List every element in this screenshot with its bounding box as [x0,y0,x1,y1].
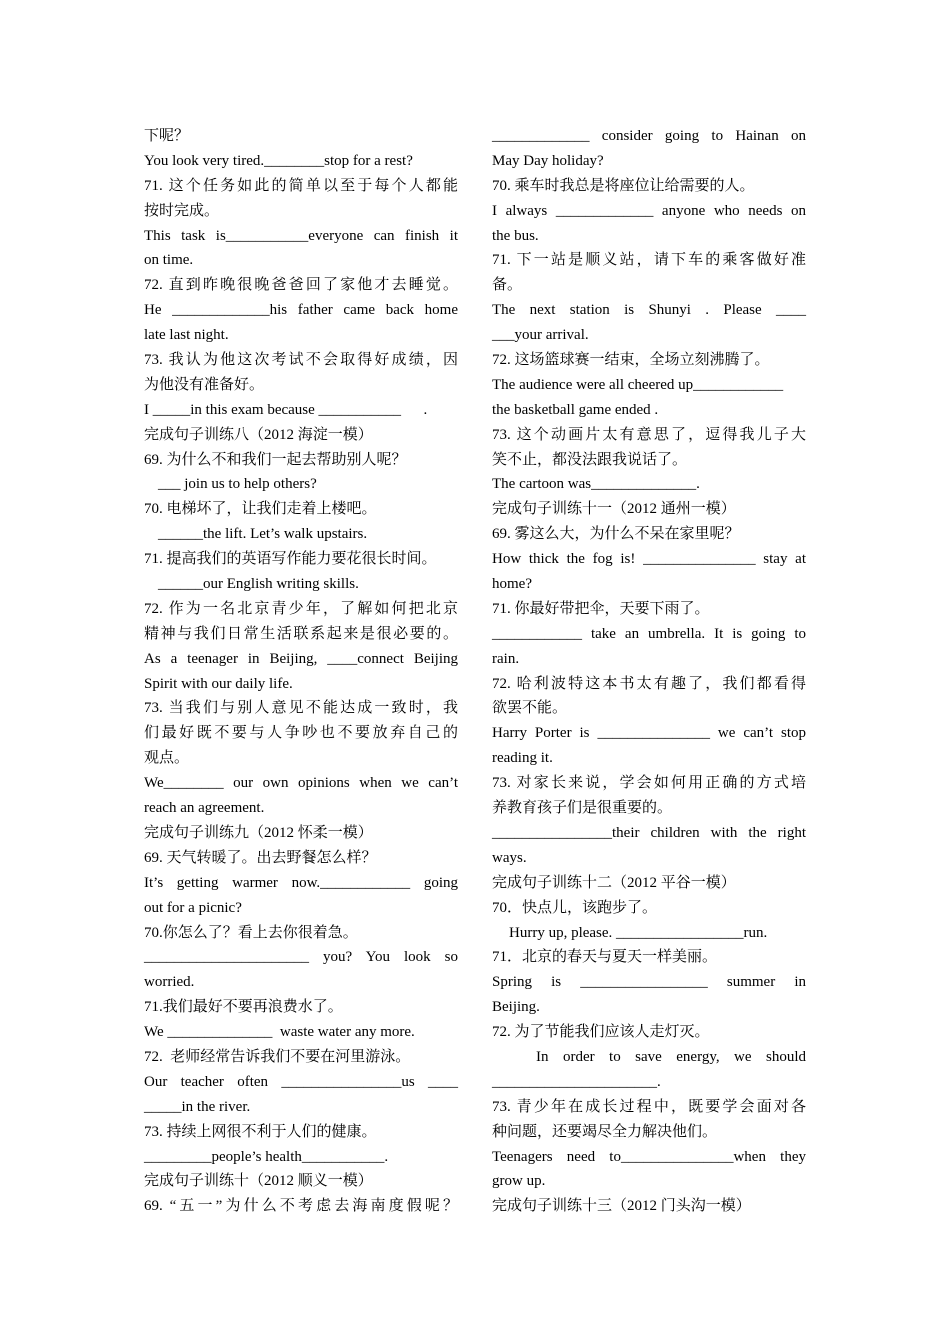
right-column-text-line: 73. 这个动画片太有意思了，逗得我儿子大 [492,426,806,443]
right-column-text-line: 笑不止，都没法跟我说话了。 [492,451,688,468]
left-column-text-line: I _____in this exam because ___________ . [144,401,428,418]
right-column-text-line: 备。 [492,277,523,294]
left-column-text-line: 70.你怎么了？看上去你很着急。 [144,924,358,941]
left-column-text-line: on time. [144,252,194,269]
left-column-text-line: 下呢？ [144,128,190,144]
right-column-text-line: In order to save energy, we should [536,1048,806,1065]
right-column-text-line: 70．快点儿，该跑步了。 [492,899,658,916]
right-column-text-line: home? [492,576,532,593]
left-column-text-line: 73. 我认为他这次考试不会取得好成绩，因 [144,352,458,369]
left-column-text-line: 72. 直到昨晚很晚爸爸回了家他才去睡觉。 [144,277,458,294]
right-column-text-line: reading it. [492,750,553,767]
left-column-text-line: We ______________ waste water any more. [144,1024,415,1041]
left-column-text-line: 71.我们最好不要再浪费水了。 [144,999,343,1016]
right-column-text-line: 完成句子训练十一（2012 通州一模） [492,501,736,518]
left-column-text-line: ___ join us to help others? [158,476,317,493]
left-column-text-line: 为他没有准备好。 [144,376,265,393]
right-column-text-line: Beijing. [492,999,540,1016]
left-column-text-line: This task is___________everyone can finish it [144,227,458,244]
right-column-text-line: 69. 雾这么大，为什么不呆在家里呢？ [492,526,740,543]
right-column-text-line: How thick the fog is! _______________ stay at [492,551,806,568]
left-column-text-line: 70. 电梯坏了，让我们走着上楼吧。 [144,501,377,518]
left-column-text-line: 72. 作为一名北京青少年，了解如何把北京 [144,600,458,617]
left-column-text-line: 们最好既不要与人争吵也不要放弃自己的 [144,725,458,742]
left-column-text-line: You look very tired.________stop for a rest? [144,152,413,169]
left-column-text-line: 按时完成。 [144,202,220,219]
right-column-text-line: 71. 下一站是顺义站，请下车的乘客做好准 [492,252,806,269]
left-column-text-line: 完成句子训练十（2012 顺义一模） [144,1173,373,1190]
left-column-text-line: 精神与我们日常生活联系起来是很必要的。 [144,625,458,642]
left-column-text-line: reach an agreement. [144,800,265,817]
right-column-text-line: 完成句子训练十二（2012 平谷一模） [492,874,736,891]
left-column-text-line: 71. 这个任务如此的简单以至于每个人都能 [144,177,458,194]
left-column-text-line: 完成句子训练九（2012 怀柔一模） [144,824,373,841]
left-column-text-line: late last night. [144,327,229,344]
right-column [492,124,806,1219]
right-column-text-line: May Day holiday? [492,152,604,169]
left-column-text-line: 69. 为什么不和我们一起去帮助别人呢？ [144,451,407,468]
right-column-text-line: The next station is Shunyi . Please ____ [492,302,806,319]
right-column-text-line: 70. 乘车时我总是将座位让给需要的人。 [492,177,755,194]
left-column-text-line: As a teenager in Beijing, ____connect Beijing [144,650,458,667]
left-column-text-line: out for a picnic? [144,899,242,916]
left-column-text-line: Our teacher often ________________us ____ [144,1073,458,1090]
right-column-text-line: 养教育孩子们是很重要的。 [492,800,673,817]
right-column-text-line: ____________ take an umbrella. It is going to [492,625,806,642]
right-column-text-line: 72. 为了节能我们应该人走灯灭。 [492,1024,710,1041]
right-column-text-line: the basketball game ended . [492,401,659,418]
left-column-text-line: 69. “五一”为什么不考虑去海南度假呢？ [144,1198,458,1215]
right-column-text-line: I always _____________ anyone who needs on [492,202,806,219]
right-column-text-line: 72. 这场篮球赛一结束，全场立刻沸腾了。 [492,352,770,369]
right-column-text-line: 73. 青少年在成长过程中，既要学会面对各 [492,1098,806,1115]
left-column-text-line: 71. 提高我们的英语写作能力要花很长时间。 [144,551,437,568]
left-column-text-line: It’s getting warmer now.____________ going [144,874,458,891]
left-column-text-line: _____in the river. [144,1098,251,1115]
right-column-text-line: 完成句子训练十三（2012 门头沟一模） [492,1198,751,1215]
left-column-text-line: He _____________his father came back home [144,302,458,319]
right-column-text-line: 73. 对家长来说，学会如何用正确的方式培 [492,775,806,792]
left-column [144,124,458,1219]
right-column-text-line: 71．北京的春天与夏天一样美丽。 [492,949,718,966]
left-column-text-line: We________ our own opinions when we can’t [144,775,458,792]
left-column-text-line: _________people’s health___________. [144,1148,389,1165]
left-column-text-line: ______the lift. Let’s walk upstairs. [158,526,368,543]
left-column-text-line: worried. [144,974,195,991]
right-column-text-line: The audience were all cheered up____________ [492,376,784,393]
right-column-text-line: 72. 哈利波特这本书太有趣了，我们都看得 [492,675,806,692]
right-column-text-line: ways. [492,849,527,866]
right-column-text-line: Teenagers need to_______________when they [492,1148,806,1165]
right-column-text-line: 种问题，还要竭尽全力解决他们。 [492,1123,718,1140]
right-column-text-line: grow up. [492,1173,546,1190]
right-column-text-line: ___your arrival. [492,327,589,344]
right-column-text-line: Hurry up, please. _________________run. [509,924,768,941]
left-column-text-line: ______our English writing skills. [158,576,359,593]
right-column-text-line: 71. 你最好带把伞，天要下雨了。 [492,600,710,617]
left-column-text-line: 72. 老师经常告诉我们不要在河里游泳。 [144,1048,411,1065]
right-column-text-line: 欲罢不能。 [492,700,568,717]
left-column-text-line: 完成句子训练八（2012 海淀一模） [144,426,373,443]
right-column-text-line: the bus. [492,227,539,244]
left-column-text-line: 73. 持续上网很不利于人们的健康。 [144,1123,377,1140]
left-column-text-line: 73. 当我们与别人意见不能达成一致时，我 [144,700,458,717]
left-column-text-line: ______________________ you? You look so [144,949,458,966]
right-column-text-line: Harry Porter is _______________ we can’t stop [492,725,806,742]
right-column-text-line: ______________________. [492,1073,661,1090]
right-column-text-line: ________________their children with the right [492,824,806,841]
left-column-text-line: 观点。 [144,750,190,767]
right-column-text-line: rain. [492,650,520,667]
left-column-text-line: 69. 天气转暖了。出去野餐怎么样？ [144,849,377,866]
right-column-text-line: The cartoon was______________. [492,476,700,493]
left-column-text-line: Spirit with our daily life. [144,675,293,692]
right-column-text-line: _____________ consider going to Hainan on [492,128,806,144]
right-column-text-line: Spring is _________________ summer in [492,974,806,991]
